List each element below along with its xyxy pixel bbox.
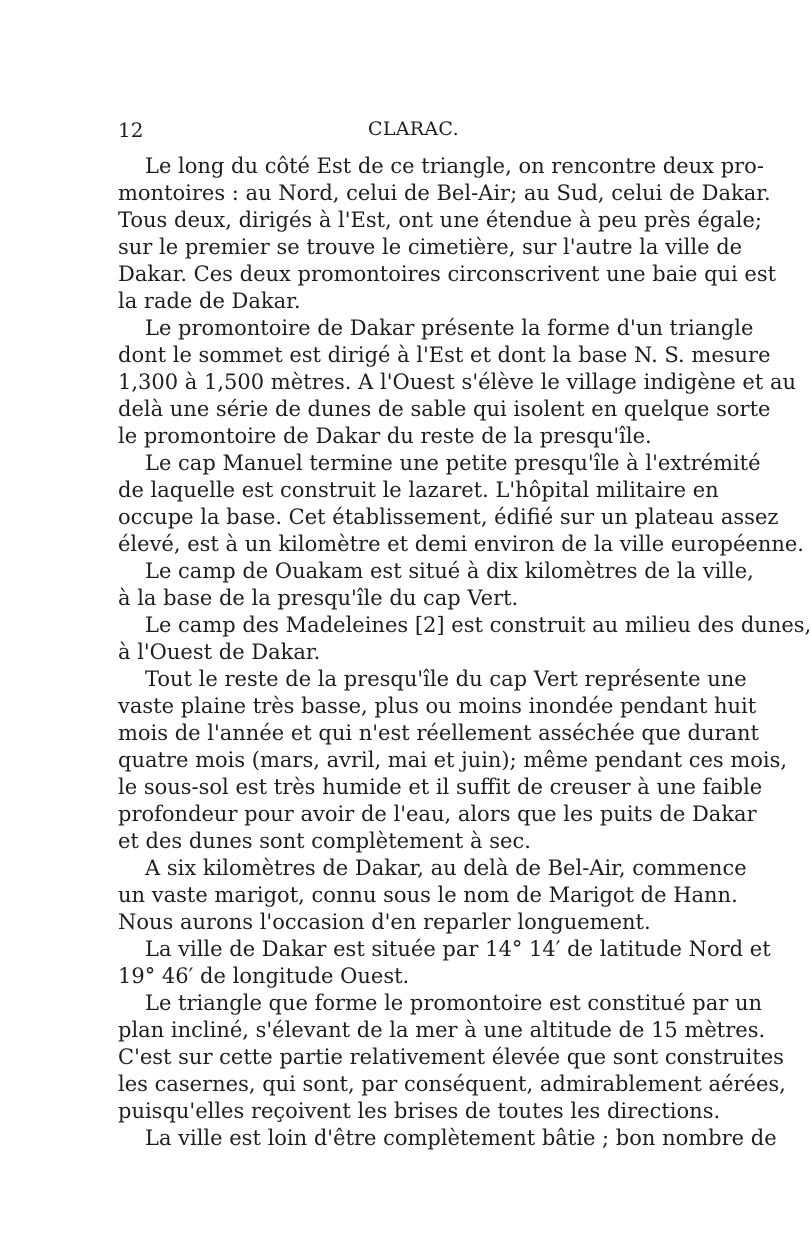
running-head: CLARAC. [368,118,459,140]
text-line: quatre mois (mars, avril, mai et juin); même pendant ces mois, [118,748,788,772]
text-line: sur le premier se trouve le cimetière, sur l'autre la ville de [118,235,743,259]
text-line: delà une série de dunes de sable qui isolent en quelque sorte [118,397,771,421]
text-line: la rade de Dakar. [118,289,301,313]
text-line: à la base de la presqu'île du cap Vert. [118,586,519,610]
text-line: les casernes, qui sont, par conséquent, admirablement aérées, [118,1072,786,1096]
text-line: à l'Ouest de Dakar. [118,640,321,664]
text-line: La ville est loin d'être complètement bâtie ; bon nombre de [145,1126,777,1150]
text-line: occupe la base. Cet établissement, édifié sur un plateau assez [118,505,779,529]
page-number: 12 [118,118,144,142]
text-line: mois de l'année et qui n'est réellement asséchée que durant [118,721,759,745]
text-line: Le promontoire de Dakar présente la forme d'un triangle [145,316,754,340]
text-line: Le camp de Ouakam est situé à dix kilomètres de la ville, [145,559,754,583]
text-line: de laquelle est construit le lazaret. L'hôpital militaire en [118,478,719,502]
text-line: profondeur pour avoir de l'eau, alors que les puits de Dakar [118,802,757,826]
text-line: puisqu'elles reçoivent les brises de toutes les directions. [118,1099,721,1123]
text-line: C'est sur cette partie relativement élevée que sont construites [118,1045,784,1069]
text-line: élevé, est à un kilomètre et demi environ de la ville européenne. [118,532,804,556]
text-line: La ville de Dakar est située par 14° 14′ de latitude Nord et [145,937,771,961]
text-line: Tout le reste de la presqu'île du cap Vert représente une [145,667,747,691]
text-line: Dakar. Ces deux promontoires circonscrivent une baie qui est [118,262,777,286]
text-line: dont le sommet est dirigé à l'Est et dont la base N. S. mesure [118,343,771,367]
text-line: Tous deux, dirigés à l'Est, ont une étendue à peu près égale; [118,208,762,232]
text-line: un vaste marigot, connu sous le nom de Marigot de Hann. [118,883,738,907]
text-line: le sous-sol est très humide et il suffit de creuser à une faible [118,775,763,799]
text-line: plan incliné, s'élevant de la mer à une altitude de 15 mètres. [118,1018,766,1042]
text-line: le promontoire de Dakar du reste de la presqu'île. [118,424,652,448]
text-line: A six kilomètres de Dakar, au delà de Bel-Air, commence [145,856,747,880]
text-line: vaste plaine très basse, plus ou moins inondée pendant huit [118,694,757,718]
text-line: 19° 46′ de longitude Ouest. [118,964,410,988]
text-line: Le camp des Madeleines [2] est construit au milieu des dunes, [145,613,811,637]
text-line: Le cap Manuel termine une petite presqu'île à l'extrémité [145,451,761,475]
text-line: Le triangle que forme le promontoire est constitué par un [145,991,763,1015]
text-line: 1,300 à 1,500 mètres. A l'Ouest s'élève le village indigène et au [118,370,797,394]
page-header [118,118,683,148]
text-line: montoires : au Nord, celui de Bel-Air; au Sud, celui de Dakar. [118,181,771,205]
text-line: et des dunes sont complètement à sec. [118,829,531,853]
text-line: Nous aurons l'occasion d'en reparler longuement. [118,910,651,934]
text-line: Le long du côté Est de ce triangle, on rencontre deux pro- [145,154,764,178]
